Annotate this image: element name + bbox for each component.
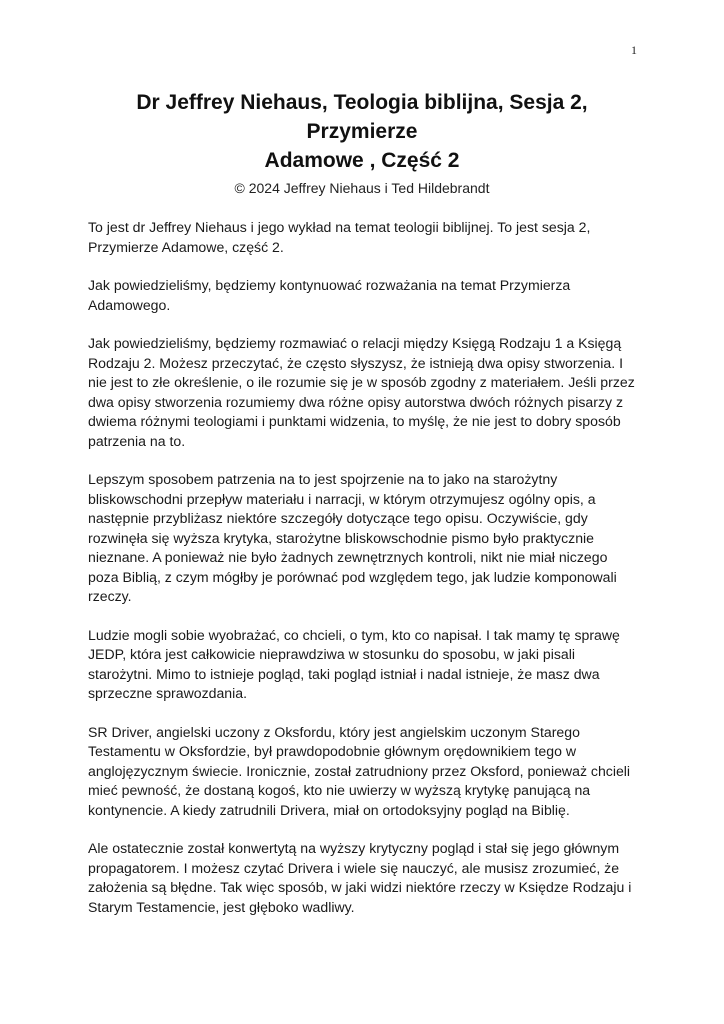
page-title-line-1: Dr Jeffrey Niehaus, Teologia biblijna, Sesja 2, xyxy=(136,91,588,114)
paragraph-5: Ludzie mogli sobie wyobrażać, co chcieli, o tym, kto co napisał. I tak mamy tę sprawę JEDP, która jest całkowicie nieprawdziwa w stosunku do sposobu, w jaki pisali starożytni. Mimo to istnieje pogląd, taki pogląd istniał i nadal istnieje, że masz dwa sprzeczne sprawozdania. xyxy=(88,626,620,701)
document-header xyxy=(90,88,634,197)
paragraph-1: To jest dr Jeffrey Niehaus i jego wykład na temat teologii biblijnej. To jest sesja 2, Przymierze Adamowe, część 2. xyxy=(88,219,591,255)
document-body xyxy=(88,218,640,936)
page-number: 1 xyxy=(631,43,637,57)
paragraph-6: SR Driver, angielski uczony z Oksfordu, który jest angielskim uczonym Starego Testamentu w Oksfordzie, był prawdopodobnie głównym orędownikiem tego w anglojęzycznym świecie. Ironicznie, został zatrudniony przez Oksford, ponieważ chcieli mieć pewność, że dostaną kogoś, kto nie uwierzy w wyższą krytykę panującą na kontynencie. A kiedy zatrudnili Drivera, miał on ortodoksyjny pogląd na Biblię. xyxy=(88,723,631,818)
copyright-notice: © 2024 Jeffrey Niehaus i Ted Hildebrandt xyxy=(234,180,490,196)
paragraph-7: Ale ostatecznie został konwertytą na wyższy krytyczny pogląd i stał się jego głównym propagatorem. I możesz czytać Drivera i wiele się nauczyć, ale musisz zrozumieć, że założenia są błędne. Tak więc sposób, w jaki widzi niektóre rzeczy w Księdze Rodzaju i Starym Testamencie, jest głęboko wadliwy. xyxy=(88,840,632,915)
paragraph-2: Jak powiedzieliśmy, będziemy kontynuować rozważania na temat Przymierza Adamowego. xyxy=(88,277,571,313)
page-title-line-3: Adamowe , Część 2 xyxy=(264,149,460,172)
paragraph-3: Jak powiedzieliśmy, będziemy rozmawiać o relacji między Księgą Rodzaju 1 a Księgą Rodzaju 2. Możesz przeczytać, że często słyszysz, że istnieją dwa opisy stworzenia. I nie jest to złe określenie, o ile rozumie się je w sposób zgodny z materiałem. Jeśli przez dwa opisy stworzenia rozumiemy dwa różne opisy autorstwa dwóch różnych pisarzy z dwiema różnymi teologiami i punktami widzenia, to myślę, że nie jest to dobry sposób patrzenia na to. xyxy=(88,335,635,449)
page-title-line-2: Przymierze xyxy=(306,120,418,143)
paragraph-4: Lepszym sposobem patrzenia na to jest spojrzenie na to jako na starożytny bliskowschodni przepływ materiału i narracji, w którym otrzymujesz ogólny opis, a następnie przybliżasz niektóre szczegóły dotyczące tego opisu. Oczywiście, gdy rozwinęła się wyższa krytyka, starożytne bliskowschodnie pismo było praktycznie nieznane. A ponieważ nie było żadnych zewnętrznych kontroli, nikt nie miał niczego poza Biblią, z czym mógłby je porównać pod względem tego, jak ludzie komponowali rzeczy. xyxy=(88,471,617,604)
